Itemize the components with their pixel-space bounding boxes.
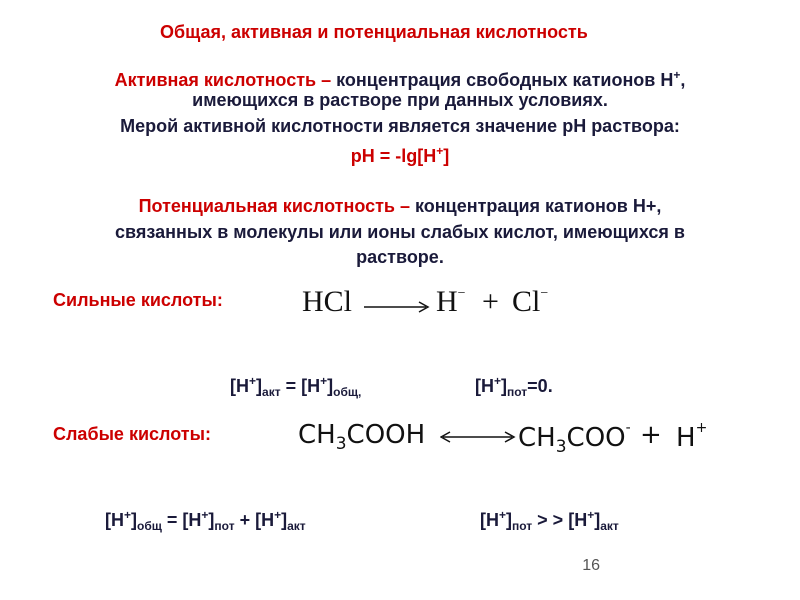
right-arrow-icon bbox=[362, 300, 432, 314]
weak-acids-label: Слабые кислоты: bbox=[53, 424, 211, 444]
active-line-1 bbox=[0, 64, 800, 91]
weak-relation-2: $[H^+]_{пот}$ > > $[H^+]_{акт}$ bbox=[480, 508, 619, 533]
acetate-formula: $CH_3COO^-$ bbox=[518, 420, 631, 457]
strong-relation-1: $[H^+]_{акт} = [H^+]_{общ,}$ bbox=[230, 374, 362, 399]
weak-h-ion-charge: + bbox=[695, 420, 708, 436]
acetic-acid-formula: $CH_3COOH$ bbox=[298, 420, 426, 454]
h-ion-charge: − bbox=[457, 286, 466, 301]
active-definition-tail: , bbox=[680, 70, 686, 90]
ph-formula bbox=[0, 140, 800, 167]
potential-line-3: растворе. bbox=[356, 247, 444, 267]
hcl-formula: HCl bbox=[302, 285, 353, 318]
active-definition-sup: + bbox=[673, 68, 681, 82]
active-line-3: Мерой активной кислотности является значение рН раствора: bbox=[120, 116, 680, 136]
ph-formula-sup: + bbox=[436, 144, 444, 158]
potential-dash: – bbox=[394, 196, 415, 216]
h-ion: H− bbox=[436, 285, 466, 318]
weak-h-ion: H+ bbox=[676, 420, 708, 453]
plus-sign: + bbox=[482, 285, 499, 318]
double-arrow-icon bbox=[440, 430, 516, 444]
active-line-2: имеющихся в растворе при данных условиях. bbox=[192, 90, 608, 110]
potential-line-2: связанных в молекулы или ионы слабых кислот, имеющихся в bbox=[115, 222, 685, 242]
ph-formula-main: pH = -lg[H bbox=[350, 146, 437, 166]
weak-relation-1: $[H^+]_{общ} = [H^+]_{пот} + [H^+]_{акт}$ bbox=[105, 508, 306, 533]
strong-relation-2: $[H^+]_{пот}=0$. bbox=[475, 374, 553, 399]
slide-title: Общая, активная и потенциальная кислотность bbox=[160, 22, 588, 42]
cl-ion: Cl− bbox=[512, 285, 549, 318]
potential-term: Потенциальная кислотность bbox=[138, 196, 395, 216]
strong-acids-label: Сильные кислоты: bbox=[53, 290, 223, 310]
active-dash: – bbox=[316, 70, 337, 90]
page-number: 16 bbox=[582, 557, 600, 574]
ph-formula-tail: ] bbox=[443, 146, 450, 166]
weak-plus-sign: + bbox=[640, 420, 662, 450]
active-definition-part1: концентрация свободных катионов Н bbox=[336, 70, 674, 90]
cl-ion-charge: − bbox=[540, 286, 549, 301]
potential-definition-part1: концентрация катионов Н+, bbox=[415, 196, 662, 216]
acetate-charge: - bbox=[625, 420, 631, 436]
potential-line-1 bbox=[0, 195, 800, 217]
active-term: Активная кислотность bbox=[114, 70, 317, 90]
